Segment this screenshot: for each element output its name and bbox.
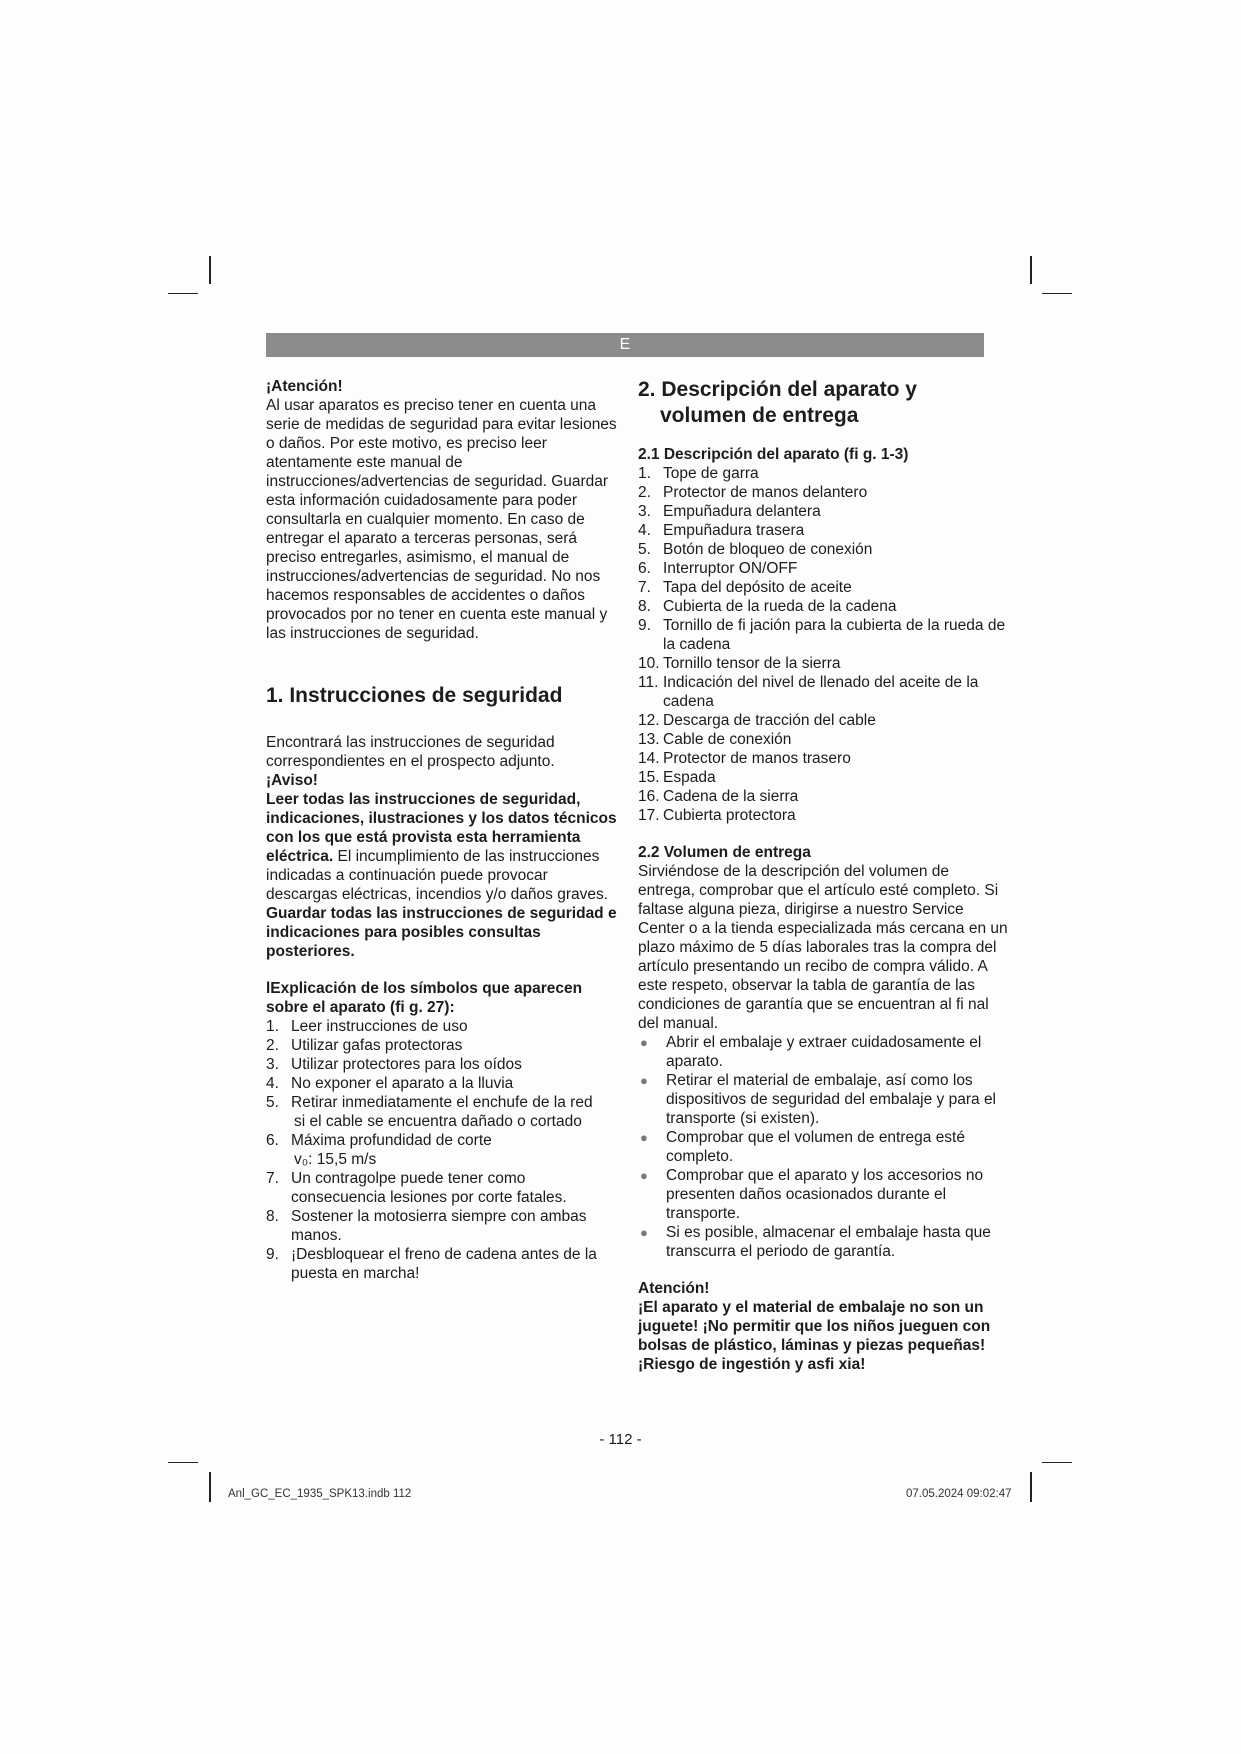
- list-item: ● Abrir el embalaje y extraer cuidadosamente el aparato.: [640, 1034, 982, 1070]
- crop-mark: [209, 256, 211, 284]
- list-item: 3. Empuñadura delantera: [638, 503, 821, 520]
- list-item: 6. Máxima profundidad de corte v₀: 15,5 m/s: [266, 1132, 492, 1168]
- list-item: 3. Utilizar protectores para los oídos: [266, 1056, 522, 1073]
- list-item: 7. Un contragolpe puede tener como consecuencia lesiones por corte fatales.: [266, 1170, 567, 1206]
- guardar-bold: Guardar todas las instrucciones de seguridad e indicaciones para posibles consultas posteriores.: [266, 905, 617, 960]
- list-item: 8. Sostener la motosierra siempre con ambas manos.: [266, 1208, 587, 1244]
- page-number: - 112 -: [599, 1431, 642, 1448]
- symbols-list: [266, 1017, 622, 1283]
- list-item: 12. Descarga de tracción del cable: [638, 712, 876, 729]
- bullet-icon: ●: [640, 1035, 648, 1050]
- list-item: 5. Botón de bloqueo de conexión: [638, 541, 873, 558]
- footer-date: 07.05.2024 09:02:47: [906, 1488, 1012, 1500]
- section1-intro: Encontrará las instrucciones de seguridad correspondientes en el prospecto adjunto.: [266, 734, 555, 770]
- crop-mark: [1042, 293, 1072, 294]
- delivery-bullets: [638, 1033, 1008, 1261]
- list-item: 15. Espada: [638, 769, 716, 786]
- crop-mark: [1030, 1472, 1032, 1502]
- sub22-title: 2.2 Volumen de entrega: [638, 844, 811, 861]
- crop-mark: [1042, 1462, 1072, 1463]
- crop-mark: [168, 293, 198, 294]
- attention-title: ¡Atención!: [266, 378, 343, 395]
- aviso-title: ¡Aviso!: [266, 772, 318, 789]
- left-column: [266, 377, 622, 1283]
- crop-mark: [1030, 256, 1032, 284]
- list-item: ● Si es posible, almacenar el embalaje hasta que transcurra el periodo de garantía.: [640, 1224, 991, 1260]
- list-item: ● Retirar el material de embalaje, así como los dispositivos de seguridad del embalaje y para el transporte (si existen).: [640, 1072, 997, 1127]
- list-item: ● Comprobar que el aparato y los accesorios no presenten daños ocasionados durante el transporte.: [640, 1167, 984, 1222]
- list-item: 2. Protector de manos delantero: [638, 484, 868, 501]
- list-item: 4. No exponer el aparato a la lluvia: [266, 1075, 514, 1092]
- list-item: 11. Indicación del nivel de llenado del aceite de la cadena: [638, 674, 979, 710]
- bullet-icon: ●: [640, 1073, 648, 1088]
- list-item: 16. Cadena de la sierra: [638, 788, 799, 805]
- attention2-title: Atención!: [638, 1280, 710, 1297]
- right-column: [638, 377, 1008, 1374]
- list-item: 1. Tope de garra: [638, 465, 759, 482]
- language-header-bar: E: [266, 333, 984, 357]
- crop-mark: [209, 1472, 211, 1502]
- aviso-text: El incumplimiento de las instrucciones indicadas a continuación puede provocar descargas eléctricas, incendios y/o daños graves.: [266, 848, 609, 903]
- list-item: 4. Empuñadura trasera: [638, 522, 805, 539]
- list-item: 17. Cubierta protectora: [638, 807, 796, 824]
- sub21-title: 2.1 Descripción del aparato (fi g. 1-3): [638, 446, 909, 463]
- list-item: 7. Tapa del depósito de aceite: [638, 579, 852, 596]
- list-item: 2. Utilizar gafas protectoras: [266, 1037, 463, 1054]
- list-item: 9. Tornillo de fi jación para la cubierta de la rueda de la cadena: [638, 617, 1006, 653]
- list-item: 6. Interruptor ON/OFF: [638, 560, 798, 577]
- list-item: 8. Cubierta de la rueda de la cadena: [638, 598, 897, 615]
- aviso-paragraph: [266, 790, 622, 904]
- parts-list: [638, 464, 1008, 825]
- list-item: 13. Cable de conexión: [638, 731, 792, 748]
- list-item: 10. Tornillo tensor de la sierra: [638, 655, 841, 672]
- sub22-text: Sirviéndose de la descripción del volumen de entrega, comprobar que el artículo esté completo. Si faltase alguna pieza, dirigirse a nuestro Service Center o a la tienda especializada más cercana en un plazo máximo de 5 días laborales tras la compra del artículo presentando un recibo de compra válido. A este respeto, observar la tabla de garantía de las condiciones de garantía que se encuentran al fi nal del manual.: [638, 863, 1008, 1032]
- list-item: 1. Leer instrucciones de uso: [266, 1018, 468, 1035]
- list-item: 9. ¡Desbloquear el freno de cadena antes de la puesta en marcha!: [266, 1246, 597, 1282]
- list-item: 14. Protector de manos trasero: [638, 750, 851, 767]
- bullet-icon: ●: [640, 1130, 648, 1145]
- bullet-icon: ●: [640, 1168, 648, 1183]
- section2-title: 2. Descripción del aparato y volumen de entrega: [638, 378, 917, 427]
- list-item: 5. Retirar inmediatamente el enchufe de la red si el cable se encuentra dañado o cortado: [266, 1094, 593, 1130]
- section1-title: 1. Instrucciones de seguridad: [266, 684, 563, 707]
- symbols-title: lExplicación de los símbolos que aparecen sobre el aparato (fi g. 27):: [266, 980, 583, 1016]
- aviso-bold: Leer todas las instrucciones de seguridad, indicaciones, ilustraciones y los datos técnicos con los que está provista esta herramienta eléctrica.: [266, 791, 617, 865]
- attention-text: Al usar aparatos es preciso tener en cuenta una serie de medidas de seguridad para evitar lesiones o daños. Por este motivo, es preciso leer atentamente este manual de instrucciones/advertencias de seguridad. Guardar esta información cuidadosamente para poder consultarla en cualquier momento. En caso de entregar el aparato a terceras personas, será preciso entregarles, asimismo, el manual de instrucciones/advertencias de seguridad. No nos hacemos responsables de accidentes o daños provocados por no tener en cuenta este manual y las instrucciones de seguridad.: [266, 397, 617, 642]
- list-item: ● Comprobar que el volumen de entrega esté completo.: [640, 1129, 965, 1165]
- bullet-icon: ●: [640, 1225, 648, 1240]
- footer-filename: Anl_GC_EC_1935_SPK13.indb 112: [228, 1488, 412, 1500]
- crop-mark: [168, 1462, 198, 1463]
- attention2-text: ¡El aparato y el material de embalaje no son un juguete! ¡No permitir que los niños jueguen con bolsas de plástico, láminas y piezas pequeñas! ¡Riesgo de ingestión y asfi xia!: [638, 1299, 991, 1373]
